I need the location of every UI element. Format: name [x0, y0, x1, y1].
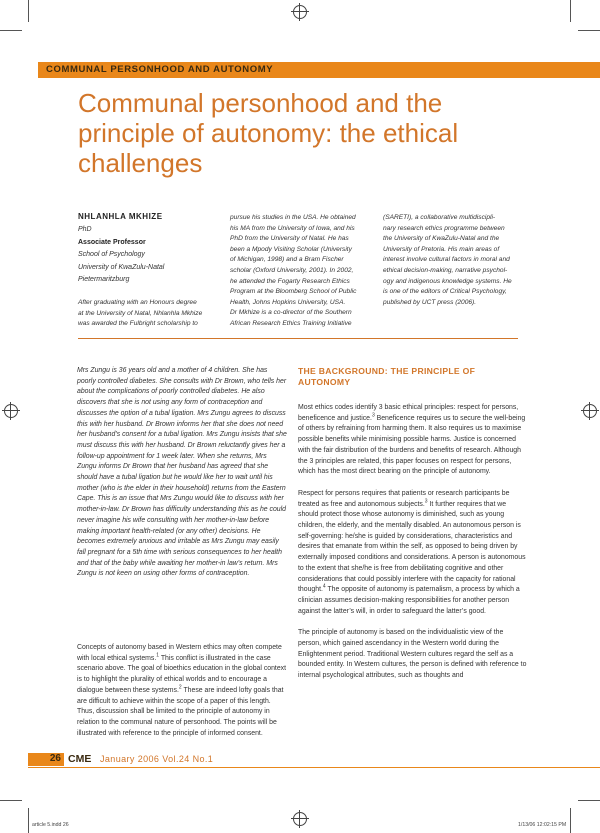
author-position: Associate Professor	[78, 238, 146, 246]
body-left-column	[77, 643, 287, 749]
article-title	[78, 88, 558, 178]
bio-column-1	[78, 298, 228, 330]
bio-line: ogy and indigenous knowledge systems. He	[383, 277, 512, 285]
author-city: Pietermaritzburg	[78, 276, 130, 283]
page-number: 26	[49, 753, 61, 764]
bio-line: PhD from the University of Natal. He has	[230, 235, 349, 243]
bio-line: been a Mpody Visiting Scholar (University	[230, 245, 352, 253]
bio-column-2	[230, 213, 380, 330]
bio-line: nary research ethics programme between	[383, 224, 505, 232]
author-name: NHLANHLA MKHIZE	[78, 212, 163, 221]
author-department: School of Psychology	[78, 251, 145, 258]
bio-line: is one of the editors of Critical Psychology,	[383, 288, 507, 296]
bio-line: (SARETI), a collaborative multidiscipli-	[383, 214, 496, 221]
paragraph: The principle of autonomy is based on the individualistic view of the person, which gained ascendancy in the Western world during the Enlightenment period. Traditional Western cultures regard the self as a bounded entity. In Western cultures, the person is defined with reference to internal psychological attributes, such as thoughts and	[298, 629, 527, 680]
file-slug: article 5.indd 26	[32, 822, 69, 828]
journal-name: CME	[68, 753, 92, 765]
title-line: Communal personhood and the	[78, 88, 443, 118]
crop-mark	[0, 800, 22, 801]
crop-mark	[0, 30, 22, 31]
registration-mark-icon	[293, 812, 307, 826]
running-head-band	[38, 62, 600, 78]
bio-line: his MA from the University of Iowa, and his	[230, 224, 355, 232]
footer-rule	[28, 767, 600, 768]
page-number-box	[28, 753, 64, 766]
bio-line: at the University of Natal, Nhlanhla Mkhize	[78, 309, 203, 317]
issue-info: January 2006 Vol.24 No.1	[100, 754, 214, 764]
title-line: principle of autonomy: the ethical	[78, 118, 459, 148]
section-divider	[78, 338, 518, 339]
registration-mark-icon	[583, 404, 597, 418]
crop-mark	[28, 808, 29, 833]
bio-line: African Research Ethics Training Initiative	[230, 319, 352, 327]
crop-mark	[578, 800, 600, 801]
section-heading: THE BACKGROUND: THE PRINCIPLE OF AUTONOMY	[298, 366, 476, 387]
bio-line: Dr Mkhize is a co-director of the Southern	[230, 309, 352, 317]
bio-line: After graduating with an Honours degree	[78, 299, 197, 306]
body-right-column	[298, 403, 528, 693]
bio-column-3	[383, 213, 533, 308]
crop-mark	[578, 30, 600, 31]
print-timestamp: 1/13/06 12:02:15 PM	[518, 822, 567, 828]
bio-line: Health, Johns Hopkins University, USA.	[230, 298, 346, 306]
crop-mark	[570, 808, 571, 833]
bio-line: pursue his studies in the USA. He obtained	[230, 214, 356, 221]
registration-mark-icon	[4, 404, 18, 418]
case-scenario: Mrs Zungu is 36 years old and a mother of 4 children. She has poorly controlled diabetes. She consults with Dr Brown, who tells her about the complications of poorly controlled diabetes. He also discovers that she is not using any form of contraception and discusses the option of a tubal ligation. Mrs Zungu agrees to discuss this with her husband. Dr Brown informs her that she does not need her husband’s consent for a tubal ligation. Mrs Zungu insists that she must discuss this with her husband. Dr Brown reluctantly gives her a follow-up appointment for 1 week later. When she returns, Mrs Zungu informs Dr Brown that her husband has agreed that she should have a tubal ligation but he would like her to wait until his mother (who is the elder in their household) returns from the Eastern Cape. This is an issue that Mrs Zungu would like to discuss with her mother-in-law. Dr Brown has difficulty understanding this as he could never imagine his wife consulting with her mother-in-law before making important health-related (or any other) decisions. He becomes extremely anxious and irritable as Mrs Zungu may easily fall pregnant for a 5th time with serious consequences to her health and that of the baby while awaiting her mother-in law’s return. Mrs Zungu is not keen on using other forms of contraception.	[77, 367, 287, 578]
paragraph: Respect for persons requires that patients or research participants be treated as free and autonomous subjects.$^3$ It further requires that we should protect those whose autonomy is diminished, such as young children, the elderly, and the mentally disabled. An autonomous person is self-governing: he/she is guided by considerations, characteristics and desires that emanate from within the self, as opposed to being driven by externally imposed conditions and considerations. A person is autonomous to the extent that she/he is free from debilitating cognitive and other considerations that could possibly interfere with the capacity for rational thought.$^4$ The opposite of autonomy is paternalism, a process by which a clinician assumes decision-making responsibilities for another person against the latter’s will, in order to safeguard the latter’s good.	[298, 489, 526, 615]
registration-mark-icon	[293, 5, 307, 19]
bio-line: Program at the Bloomberg School of Public	[230, 288, 357, 296]
bio-line: he attended the Fogarty Research Ethics	[230, 277, 350, 285]
bio-line: the University of KwaZulu-Natal and the	[383, 235, 500, 243]
author-degree: PhD	[78, 226, 92, 233]
paragraph: Most ethics codes identify 3 basic ethical principles: respect for persons, beneficence and justice.$^3$ Beneficence requires us to secure the well-being of others by refraining from harming them. It also requires us to maximise possible benefits while minimising possible harms. Justice is concerned with the fair distribution of the burdens and benefits of research. Although the 3 principles are related, this paper focuses on respect for persons, which has the most direct bearing on the principle of autonomy.	[298, 404, 526, 476]
crop-mark	[570, 0, 571, 22]
bio-line: scholar (Oxford University, 2001). In 2002,	[230, 266, 354, 274]
running-head: COMMUNAL PERSONHOOD AND AUTONOMY	[46, 64, 274, 75]
paragraph: Concepts of autonomy based in Western ethics may often compete with local ethical systems.$^1$ This conflict is illustrated in the case scenario above. The goal of bioethics education in the global context is to highlight the plurality of ethical worlds and to encourage a dialogue between these systems.$^2$ These are indeed lofty goals that are difficult to achieve within the scope of a paper of this length. Thus, discussion shall be limited to the principle of autonomy in relation to the communal nature of personhood. The points will be illustrated with reference to the principle of informed consent.	[77, 644, 287, 737]
bio-line: was awarded the Fulbright scholarship to	[78, 320, 198, 328]
crop-mark	[28, 0, 29, 22]
author-block	[78, 212, 208, 286]
bio-line: of Michigan, 1998) and a Bram Fischer	[230, 256, 344, 264]
author-university: University of KwaZulu-Natal	[78, 263, 165, 271]
bio-line: interest involve cultural factors in moral and	[383, 256, 510, 264]
title-line: challenges	[78, 148, 203, 178]
bio-line: University of Pretoria. His main areas of	[383, 245, 500, 253]
bio-line: published by UCT press (2006).	[383, 298, 477, 306]
bio-line: ethical decision-making, narrative psychol-	[383, 266, 508, 274]
